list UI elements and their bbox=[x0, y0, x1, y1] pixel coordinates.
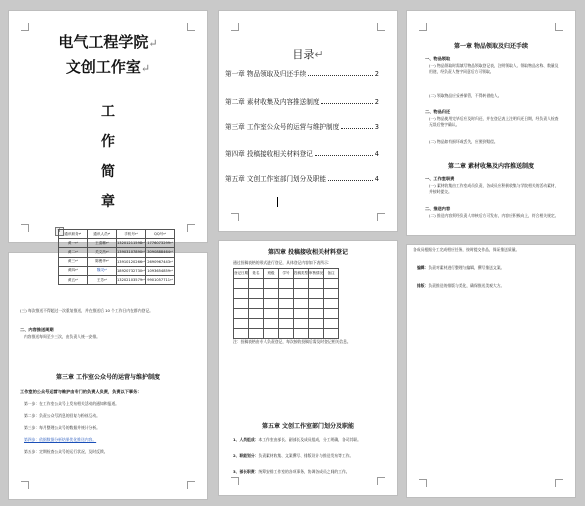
body-text: (二) 物品如有损坏或丢失，应照价赔偿。 bbox=[429, 139, 498, 144]
chapter-heading: 第五章 文创工作室部门划分及职能 bbox=[261, 423, 355, 430]
table-row: 登记日期 姓名 班级 学号 投稿类型 审核情况 备注 bbox=[234, 269, 339, 279]
body-text: 内容推送每周至少三次，由负责人统一安排。 bbox=[24, 334, 100, 339]
registration-table bbox=[233, 268, 339, 339]
table-row: 黄二↵ 关文杰↵ 13903107890↵ 3090888464↵ bbox=[59, 248, 175, 257]
cover-title-line1: 电气工程学院↵ bbox=[58, 33, 158, 51]
cover-char: 简 bbox=[101, 164, 115, 180]
body-text: (三) 每次推送不得超过一次重复推送，并在推送后 10 个工作日内在群内登记。 bbox=[20, 308, 153, 313]
crop-mark bbox=[21, 224, 29, 232]
cover-char: 作 bbox=[101, 134, 115, 150]
crop-mark bbox=[21, 481, 29, 489]
cover-char: 章 bbox=[101, 194, 115, 210]
crop-mark bbox=[187, 481, 195, 489]
body-text: 2、职能划分：负责素材收集、文案撰写、排版设计与推送发布等工作。 bbox=[233, 453, 354, 458]
table-row bbox=[234, 289, 339, 299]
body-text: 排版：负责推送的排版与美化，确保推送美观大方。 bbox=[417, 283, 505, 288]
toc-entry[interactable]: 第二章 素材收集及内容推送制度 2 bbox=[225, 98, 379, 106]
page-5 bbox=[218, 240, 398, 496]
section-heading: 二、推送内容 bbox=[425, 206, 451, 211]
table-move-handle[interactable]: + bbox=[56, 227, 63, 234]
table-row bbox=[234, 299, 339, 309]
toc-entry[interactable]: 第五章 文创工作室部门划分及职能 4 bbox=[225, 175, 379, 183]
page-3 bbox=[406, 10, 576, 236]
body-text: 注：投稿表格由专人负责登记，每次接收投稿后需及时登记相关信息。 bbox=[233, 339, 351, 344]
body-text: (二) 领取物品应妥善保管，不得转借他人。 bbox=[429, 93, 502, 98]
body-text: (一) 物品使用完毕后应及时归还，并在登记表上注明归还日期，经负责人检查无误后签字确认。 bbox=[429, 116, 559, 127]
chapter-heading: 第一章 物品领取及归还手续 bbox=[453, 43, 529, 50]
crop-mark bbox=[377, 477, 385, 485]
chapter-heading: 第三章 工作室公众号的运营与维护制度 bbox=[55, 374, 161, 381]
body-text: (二) 推送内容须经负责人审核后方可发布，内容应积极向上，符合相关规定。 bbox=[429, 213, 559, 218]
cover-title-line2: 文创工作室↵ bbox=[65, 58, 151, 76]
list-item: 第二步：负责公众号消息的回复与粉丝互动。 bbox=[24, 413, 100, 418]
list-item: 第三步：每月整理公众号的数据并统计分析。 bbox=[24, 425, 100, 430]
toc-entry[interactable]: 第四章 投稿接收相关材料登记 4 bbox=[225, 150, 379, 158]
table-row bbox=[234, 309, 339, 319]
crop-mark bbox=[377, 23, 385, 31]
table-row bbox=[234, 279, 339, 289]
chapter-heading: 第四章 投稿接收相关材料登记 bbox=[267, 249, 349, 256]
crop-mark bbox=[231, 23, 239, 31]
body-text: 1、人员组成：本工作室由部长、副部长及成员组成，分工明确，各司其职。 bbox=[233, 437, 361, 442]
toc-entry[interactable]: 第三章 工作室公众号的运营与维护制度 3 bbox=[225, 123, 379, 131]
table-row: 通讯职务↵ 通讯人员↵ 手机号↵ QQ号↵ bbox=[59, 230, 175, 239]
crop-mark bbox=[187, 224, 195, 232]
members-table bbox=[58, 229, 175, 285]
page-toc bbox=[218, 10, 398, 232]
table-row: 黄一↵ 王清琳↵ 13201211598↵ 1776073299↵ bbox=[59, 239, 175, 248]
table-row bbox=[234, 329, 339, 339]
table-row: 黄五↵ 王芳↵ 13202103579↵ 9901057711↵ bbox=[59, 275, 175, 284]
crop-mark bbox=[555, 479, 563, 487]
body-text: (一) 物品领取时需填写物品领取登记表，注明领取人、领取物品名称、数量及用途，经负责人签字同意后方可领取。 bbox=[429, 63, 559, 74]
crop-mark bbox=[419, 479, 427, 487]
section-heading: 一、物品领取 bbox=[425, 56, 451, 61]
bold-text: 工作室的公众号运营与维护由专门的负责人负责，负责以下事务： bbox=[20, 389, 142, 394]
table-row: 黄三↵ 陈俊华↵ 13910120266↵ 2690967443↵ bbox=[59, 257, 175, 266]
toc-entry[interactable]: 第一章 物品领取及归还手续 2 bbox=[225, 70, 379, 78]
crop-mark bbox=[187, 23, 195, 31]
text-cursor bbox=[277, 197, 278, 207]
crop-mark bbox=[377, 213, 385, 221]
body-text: 各成员根据分工完成相应任务，按时提交作品，保证推送质量。 bbox=[413, 247, 520, 252]
page-6 bbox=[406, 244, 576, 498]
crop-mark bbox=[21, 23, 29, 31]
table-row: 黄四↵ 魏灵↵ 18920732730↵ 1093654859↵ bbox=[59, 266, 175, 275]
cover-char: 工 bbox=[101, 104, 115, 120]
section-heading: 二、内容推送周期 bbox=[20, 327, 54, 332]
chapter-heading: 第二章 素材收集及内容推送制度 bbox=[447, 163, 535, 170]
section-heading: 二、物品归还 bbox=[425, 109, 451, 114]
crop-mark bbox=[419, 23, 427, 31]
body-text: 3、部长职责：统筹安排工作室的各项事务，协调各成员之间的工作。 bbox=[233, 469, 350, 474]
body-text: (一) 素材收集由工作室成员负责，各成员应积极收集与学院相关的活动素材，并按时提交。 bbox=[429, 183, 559, 194]
page-cover bbox=[8, 10, 208, 243]
section-heading: 一、工作室职责 bbox=[425, 176, 455, 181]
toc-title: 目录↵ bbox=[292, 48, 324, 61]
body-text: 编辑：负责对素材进行整理与编辑，撰写推送文案。 bbox=[417, 265, 505, 270]
crop-mark bbox=[231, 477, 239, 485]
crop-mark bbox=[555, 23, 563, 31]
body-text: 通过投稿表格的形式进行登记，具体登记内容如下表所示： bbox=[233, 260, 332, 265]
list-item: 第一步：在工作室公众号上发布相关活动的通知和报道。 bbox=[24, 401, 119, 406]
list-item: 第四步：依据数据分析结果优化推送内容。 bbox=[24, 437, 97, 442]
table-row bbox=[234, 319, 339, 329]
crop-mark bbox=[231, 213, 239, 221]
list-item: 第五步：定期检查公众号的运行状况，及时反馈。 bbox=[24, 449, 108, 454]
